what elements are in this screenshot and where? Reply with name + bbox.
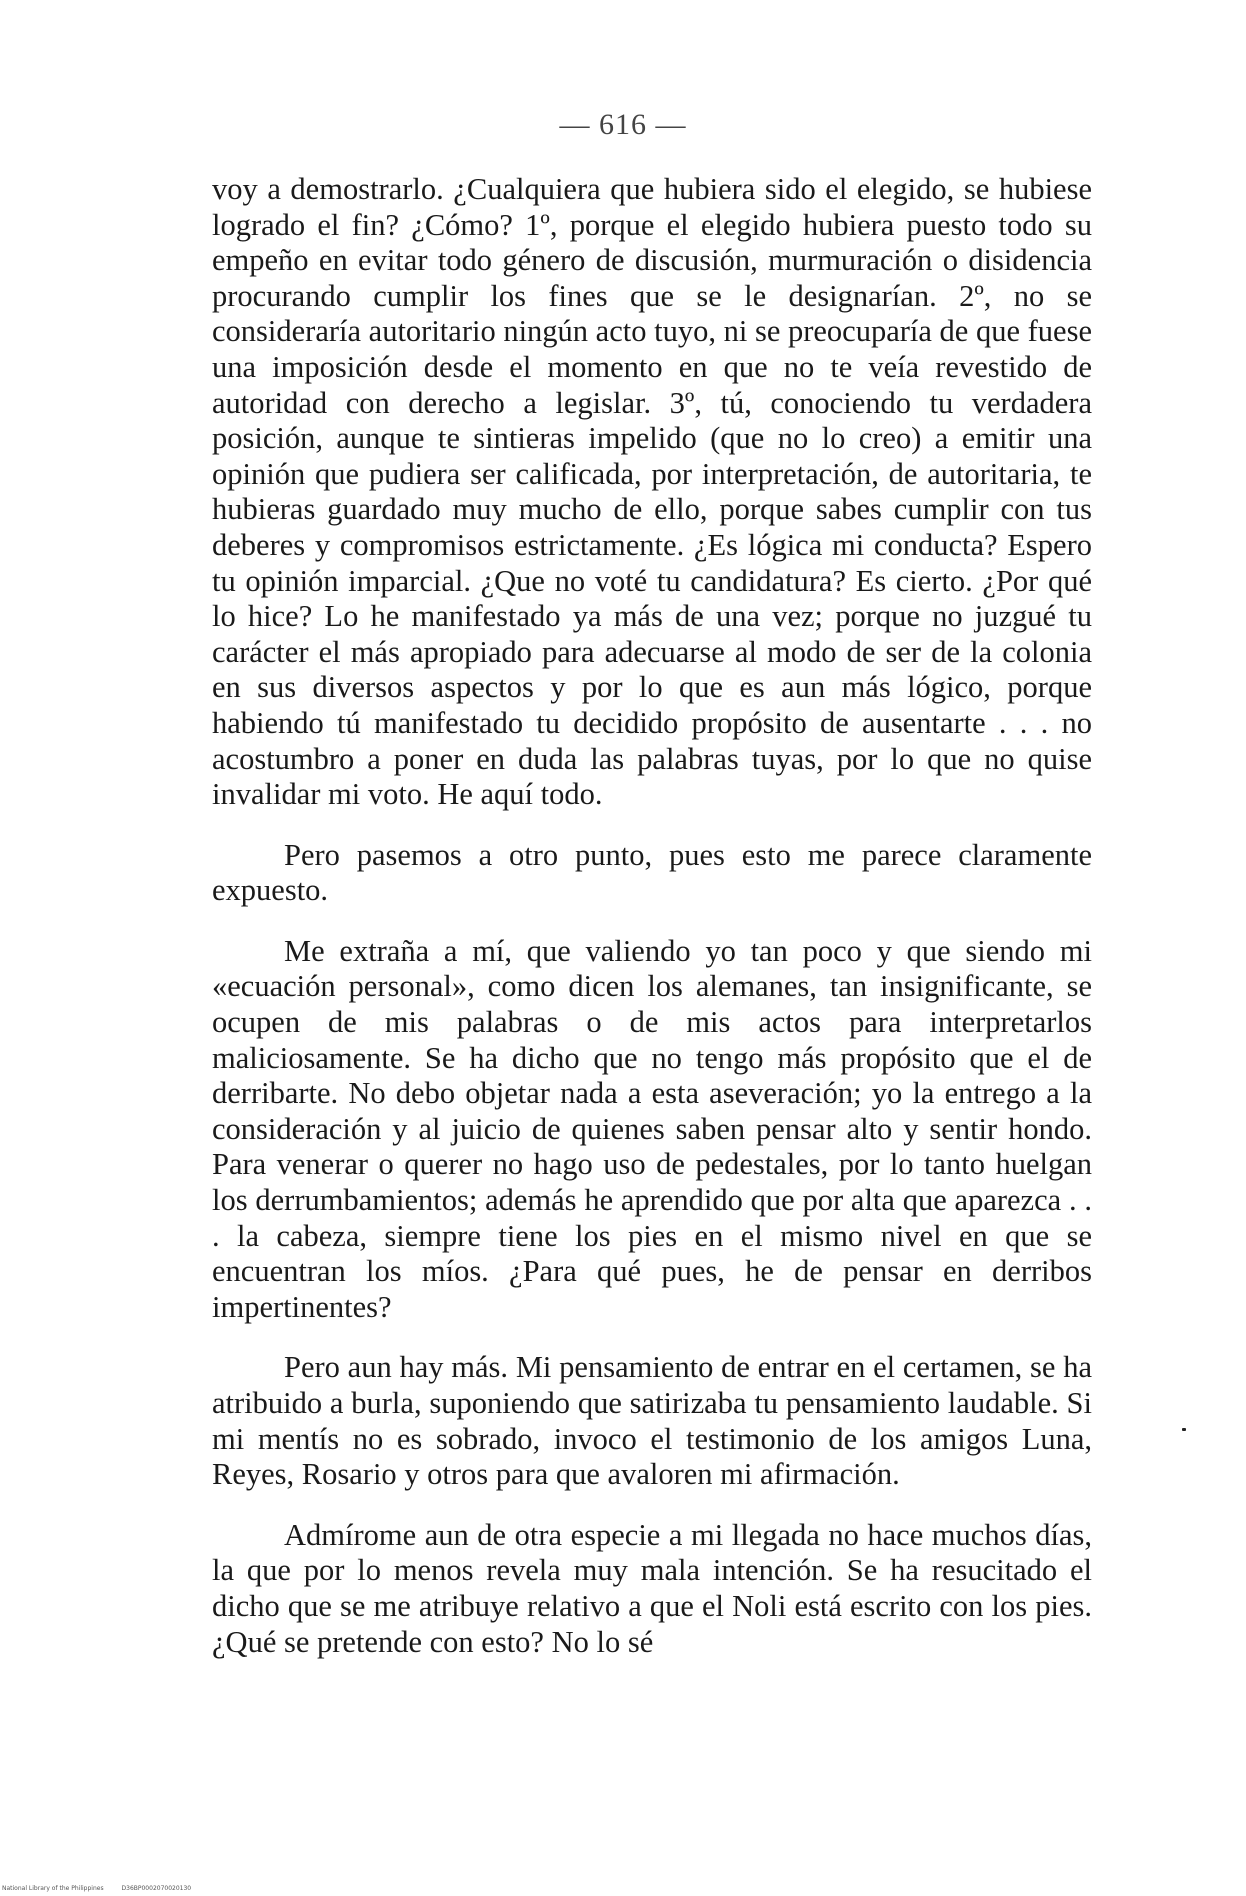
footer-code: D36BP0002070020130 [121, 1885, 192, 1892]
paragraph-5: Admírome aun de otra especie a mi llegada no hace muchos días, la que por lo menos revela muy mala intención. Se ha resucitado el dicho que se me atribuye relativo a que el Noli está escrito con los pies. ¿Qué se pretende con esto? No lo sé [212, 1517, 1092, 1659]
paragraph-4: Pero aun hay más. Mi pensamiento de entrar en el certamen, se ha atribuido a burla, suponiendo que satirizaba tu pensamiento laudable. Si mi mentís no es sobrado, invoco el testimonio de los amigos Luna, Reyes, Rosario y otros para que avaloren mi afirmación. [212, 1350, 1092, 1492]
scan-footer [2, 1885, 207, 1892]
paragraph-2: Pero pasemos a otro punto, pues esto me parece claramente expuesto. [212, 837, 1092, 908]
paragraph-1: voy a demostrarlo. ¿Cualquiera que hubiera sido el elegido, se hubiese logrado el fin? ¿Cómo? 1º, porque el elegido hubiera puesto todo su empeño en evitar todo género de discusión, murmuración o disidencia procurando cumplir los fines que se le designarían. 2º, no se consideraría autoritario ningún acto tuyo, ni se preocuparía de que fuese una imposición desde el momento en que no te veía revestido de autoridad con derecho a legislar. 3º, tú, conociendo tu verdadera posición, aunque te sintieras impelido (que no lo creo) a emitir una opinión que pudiera ser calificada, por interpretación, de autoritaria, te hubieras guardado muy mucho de ello, porque sabes cumplir con tus deberes y compromisos estrictamente. ¿Es lógica mi conducta? Espero tu opinión imparcial. ¿Que no voté tu candidatura? Es cierto. ¿Por qué lo hice? Lo he manifestado ya más de una vez; porque no juzgué tu carácter el más apropiado para adecuarse al modo de ser de la colonia en sus diversos aspectos y por lo que es aun más lógico, porque habiendo tú manifestado tu decidido propósito de ausentarte . . . no acostumbro a poner en duda las palabras tuyas, por lo que no quise invalidar mi voto. He aquí todo. [212, 172, 1092, 812]
body-text [212, 172, 1092, 1660]
ink-speck [1182, 1428, 1186, 1431]
page-number: — 616 — [559, 108, 687, 141]
footer-source: National Library of the Philippines [2, 1885, 104, 1892]
paragraph-3: Me extraña a mí, que valiendo yo tan poco y que siendo mi «ecuación personal», como dicen los alemanes, tan insignificante, se ocupen de mis palabras o de mis actos para interpretarlos maliciosamente. Se ha dicho que no tengo más propósito que el de derribarte. No debo objetar nada a esta aseveración; yo la entrego a la consideración y al juicio de quienes saben pensar alto y sentir hondo. Para venerar o querer no hago uso de pedestales, por lo tanto huelgan los derrumbamientos; además he aprendido que por alta que aparezca . . . la cabeza, siempre tiene los pies en el mismo nivel en que se encuentran los míos. ¿Para qué pues, he de pensar en derribos impertinentes? [212, 933, 1092, 1324]
